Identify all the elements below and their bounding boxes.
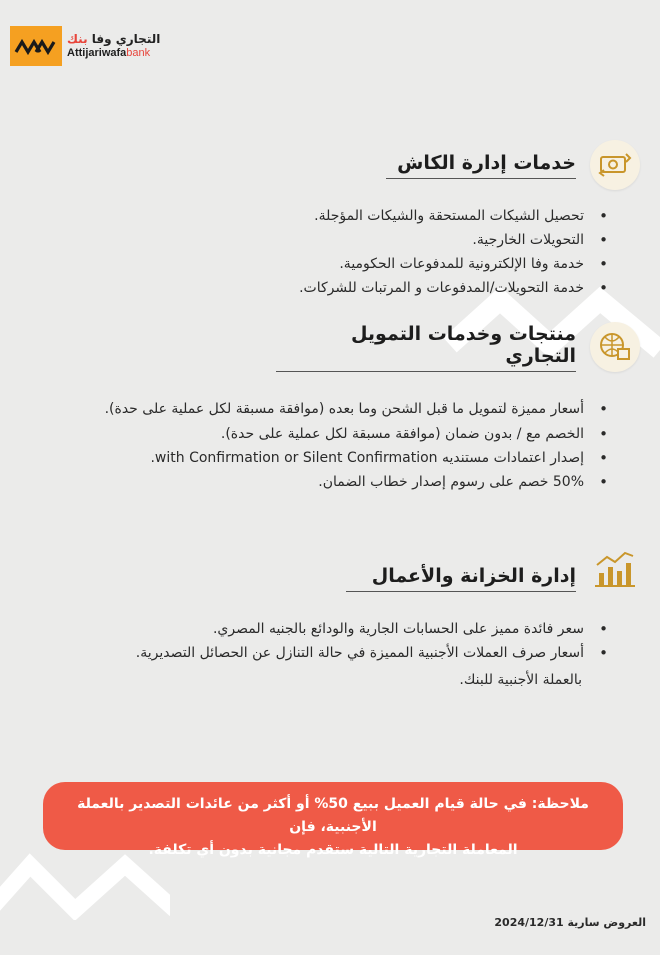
- validity-footer: [494, 916, 646, 929]
- validity-date: 2024/12/31: [494, 916, 564, 929]
- list-item: • الخصم مع / بدون ضمان (موافقة مسبقة لكل عملية على حدة).: [54, 422, 610, 446]
- logo-mark: [10, 26, 62, 66]
- section-title: إدارة الخزانة والأعمال: [346, 565, 576, 592]
- offer-note: [43, 782, 623, 858]
- list-item: • خدمة التحويلات/المدفوعات و المرتبات للشركات.: [190, 276, 610, 300]
- list-item: • سعر فائدة مميز على الحسابات الجارية والودائع بالجنيه المصري.: [90, 617, 610, 641]
- section-title: خدمات إدارة الكاش: [386, 152, 576, 179]
- note-line-2: المعاملة التجارية التالية ستقدم مجانية بدون أي تكلفة.: [148, 842, 518, 858]
- list-item: • 50% خصم على رسوم إصدار خطاب الضمان.: [54, 470, 610, 494]
- note-line-1: ملاحظة: في حالة قيام العميل ببيع 50% أو أكثر من عائدات التصدير بالعملة الأجنبية، فإن: [77, 796, 589, 835]
- validity-label: العروض سارية: [567, 916, 646, 929]
- logo-bank-ar: بنك: [67, 32, 88, 46]
- logo-name-en: Attijariwafa: [67, 47, 127, 59]
- logo-bank-en: bank: [126, 47, 151, 59]
- list-item-continuation: بالعملة الأجنبية للبنك.: [459, 672, 582, 688]
- section-trade-finance: [20, 322, 640, 532]
- list-item: • خدمة وفا الإلكترونية للمدفوعات الحكومية.: [190, 252, 610, 276]
- list-item: • تحصيل الشيكات المستحقة والشيكات المؤجلة.: [190, 204, 610, 228]
- growth-chart-icon: [590, 544, 640, 594]
- section-treasury: [20, 544, 640, 704]
- section-cash-management: [20, 140, 640, 310]
- logo-name-ar: التجاري وفا: [91, 32, 161, 46]
- list-item: • إصدار اعتمادات مستنديه with Confirmation or Silent Confirmation.: [54, 446, 610, 470]
- global-trade-icon: [590, 322, 640, 372]
- brand-logo: [10, 26, 160, 66]
- section-title: منتجات وخدمات التمويل التجاري: [276, 323, 576, 372]
- money-management-icon: [590, 140, 640, 190]
- list-item: • التحويلات الخارجية.: [190, 228, 610, 252]
- list-item: • أسعار مميزة لتمويل ما قبل الشحن وما بعده (موافقة مسبقة لكل عملية على حدة).: [54, 396, 610, 422]
- list-item: • أسعار صرف العملات الأجنبية المميزة في حالة التنازل عن الحصائل التصديرية.: [90, 641, 610, 665]
- logo-mark-icon: [14, 36, 58, 56]
